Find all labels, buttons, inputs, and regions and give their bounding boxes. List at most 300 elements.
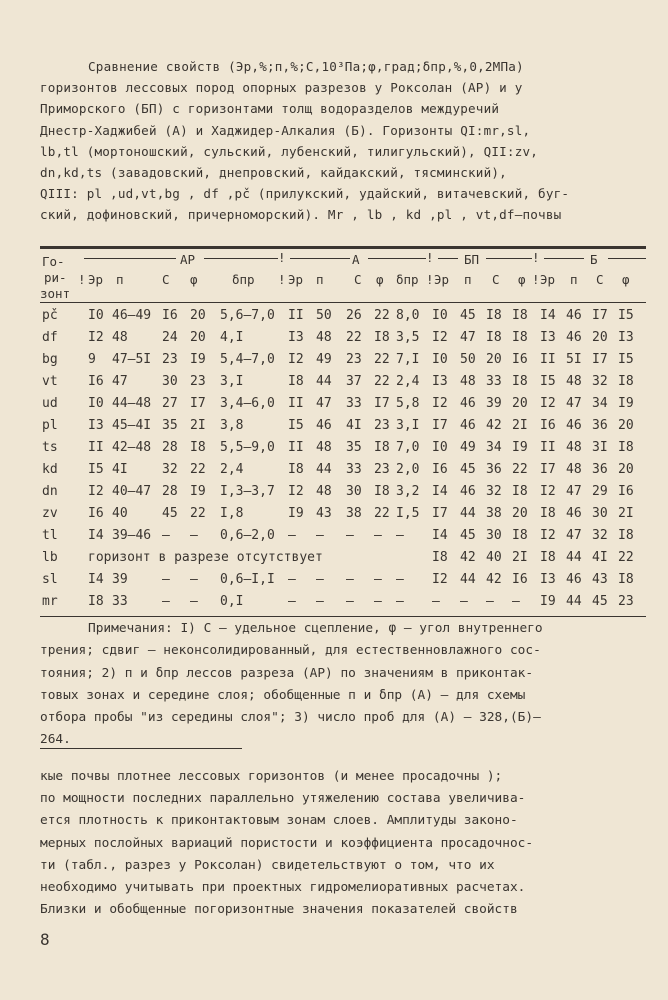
table-cell: 46: [316, 418, 332, 433]
table-cell: II: [288, 396, 304, 411]
table-cell: 36: [486, 462, 502, 477]
table-cell: I7: [592, 352, 608, 367]
table-cell: 43: [316, 506, 332, 521]
table-cell: –: [190, 572, 198, 587]
table-cell: 23: [162, 352, 178, 367]
table-cell: 23: [190, 374, 206, 389]
table-top-rule: [40, 246, 646, 249]
table-cell: 2,4: [220, 462, 244, 477]
table-cell: 44: [316, 374, 332, 389]
horizon-code: pč: [42, 308, 58, 323]
table-cell: 40: [486, 550, 502, 565]
table-cell: 32: [592, 374, 608, 389]
body-line: Близки и обобщенные погоризонтные значения показателей свойств: [40, 902, 518, 918]
table-cell: I,5: [396, 506, 420, 521]
table-cell: 38: [346, 506, 362, 521]
table-cell: –: [460, 594, 468, 609]
table-cell: 47: [566, 396, 582, 411]
table-cell: 3,8: [220, 418, 244, 433]
table-cell: –: [162, 594, 170, 609]
table-cell: I3: [288, 330, 304, 345]
table-cell: I7: [190, 396, 206, 411]
table-cell: –: [346, 594, 354, 609]
table-cell: 23: [618, 594, 634, 609]
table-cell: I6: [88, 374, 104, 389]
table-cell: 28: [162, 440, 178, 455]
table-cell: II: [288, 308, 304, 323]
table-cell: 46: [566, 506, 582, 521]
table-cell: 3,I: [220, 374, 244, 389]
table-cell: 44–48: [112, 396, 152, 411]
table-cell: I3: [618, 330, 634, 345]
table-cell: I5: [618, 352, 634, 367]
group-b: Б: [590, 252, 598, 267]
table-cell: 3I: [592, 440, 608, 455]
table-caption: [40, 56, 640, 226]
table-cell: 33: [486, 374, 502, 389]
table-cell: 20: [486, 352, 502, 367]
table-row: [40, 594, 646, 614]
table-cell: I3: [540, 330, 556, 345]
notes-line: 264.: [40, 732, 71, 748]
table-cell: I0: [432, 440, 448, 455]
table-cell: 22: [374, 352, 390, 367]
table-cell: 48: [566, 374, 582, 389]
table-cell: I8: [512, 308, 528, 323]
table-cell: –: [162, 572, 170, 587]
horizon-code: kd: [42, 462, 58, 477]
table-cell: 42: [460, 550, 476, 565]
table-cell: 22: [374, 506, 390, 521]
body-line: кые почвы плотнее лессовых горизонтов (и менее просадочны );: [40, 769, 503, 784]
table-cell: 46: [566, 572, 582, 587]
absent-note: горизонт в разрезе отсутствует: [88, 550, 323, 565]
table-cell: 48: [316, 484, 332, 499]
table-cell: I8: [432, 550, 448, 565]
horizon-code: vt: [42, 374, 58, 389]
table-row: [40, 484, 646, 504]
table-row: [40, 440, 646, 460]
table-cell: I9: [512, 440, 528, 455]
table-cell: 45–4I: [112, 418, 152, 433]
table-cell: I2: [432, 396, 448, 411]
table-cell: I2: [540, 484, 556, 499]
table-cell: I,8: [220, 506, 244, 521]
table-cell: 47: [566, 528, 582, 543]
col-header: φ: [376, 272, 384, 287]
caption-line: dn,kd,ts (завадовский, днепровский, кайдакский, тясминский),: [40, 165, 507, 181]
col-header: С: [162, 272, 170, 287]
table-cell: 20: [592, 330, 608, 345]
table-cell: 0,6–2,0: [220, 528, 275, 543]
col-header: С: [596, 272, 604, 287]
table-cell: I9: [288, 506, 304, 521]
table-cell: I6: [88, 506, 104, 521]
page-number: 8: [40, 930, 50, 949]
table-cell: I9: [540, 594, 556, 609]
table-cell: 46: [460, 418, 476, 433]
table-cell: –: [396, 594, 404, 609]
col-header: п: [464, 272, 472, 287]
table-cell: –: [190, 528, 198, 543]
table-cell: –: [486, 594, 494, 609]
table-cell: 37: [346, 374, 362, 389]
notes-line: товых зонах и середине слоя; обобщенные п и δпр (А) – для схемы: [40, 687, 526, 703]
col-header: Эр: [434, 272, 450, 287]
table-cell: 33: [112, 594, 128, 609]
table-cell: 2I: [190, 418, 206, 433]
table-cell: I9: [190, 484, 206, 499]
table-cell: 23: [374, 462, 390, 477]
table-cell: I2: [540, 528, 556, 543]
table-cell: –: [316, 572, 324, 587]
table-cell: I2: [432, 572, 448, 587]
table-cell: 32: [162, 462, 178, 477]
table-cell: 20: [190, 330, 206, 345]
horizon-code: sl: [42, 572, 58, 587]
table-cell: 40: [112, 506, 128, 521]
table-cell: 30: [162, 374, 178, 389]
table-cell: 28: [162, 484, 178, 499]
table-cell: –: [162, 528, 170, 543]
table-cell: I2: [432, 330, 448, 345]
table-cell: 20: [618, 462, 634, 477]
table-row: [40, 352, 646, 372]
table-cell: 47: [316, 396, 332, 411]
table-cell: I2: [288, 352, 304, 367]
table-row: [40, 572, 646, 592]
table-cell: I8: [540, 550, 556, 565]
table-cell: 44: [460, 572, 476, 587]
horizon-code: pl: [42, 418, 58, 433]
table-cell: 4,I: [220, 330, 244, 345]
horizon-code: df: [42, 330, 58, 345]
table-cell: 5,8: [396, 396, 420, 411]
horizon-code: ts: [42, 440, 58, 455]
table-cell: I8: [512, 528, 528, 543]
table-cell: I4: [432, 528, 448, 543]
table-cell: 47: [566, 484, 582, 499]
table-cell: –: [396, 572, 404, 587]
table-cell: 42: [486, 572, 502, 587]
group-ar: АР: [180, 252, 196, 267]
table-cell: 45: [460, 528, 476, 543]
col-header: Эр: [88, 272, 104, 287]
table-cell: 4I: [592, 550, 608, 565]
table-cell: 22: [374, 374, 390, 389]
col-header: С: [354, 272, 362, 287]
table-cell: 22: [190, 462, 206, 477]
table-cell: 49: [316, 352, 332, 367]
table-cell: I4: [540, 308, 556, 323]
table-cell: II: [540, 440, 556, 455]
notes-line: трения; сдвиг – неконсолидированный, для естественновлажного сос-: [40, 643, 541, 659]
table-cell: 47–5I: [112, 352, 152, 367]
table-cell: I5: [540, 374, 556, 389]
caption-line: горизонтов лессовых пород опорных разрезов у Роксолан (АР) и у: [40, 80, 523, 96]
caption-line: Приморского (БП) с горизонтами толщ водоразделов междуречий: [40, 101, 500, 117]
table-cell: I2: [288, 484, 304, 499]
table-cell: 46: [460, 484, 476, 499]
table-row: [40, 506, 646, 526]
table-cell: –: [374, 528, 382, 543]
table-cell: 22: [512, 462, 528, 477]
table-cell: –: [316, 528, 324, 543]
caption-line: QIII: pl ,ud,vt,bg , df ,pč (прилукский, удайский, витачевский, буг-: [40, 186, 570, 202]
table-cell: 2,4: [396, 374, 420, 389]
table-cell: 2I: [512, 418, 528, 433]
table-cell: I3: [432, 374, 448, 389]
table-cell: I5: [288, 418, 304, 433]
horizon-code: tl: [42, 528, 58, 543]
table-cell: –: [316, 594, 324, 609]
table-cell: 4I: [112, 462, 128, 477]
table-cell: 46–49: [112, 308, 152, 323]
table-cell: 44: [460, 506, 476, 521]
table-cell: –: [374, 572, 382, 587]
table-cell: 22: [190, 506, 206, 521]
table-cell: 46: [566, 308, 582, 323]
horizon-header-2: ри-: [44, 270, 67, 285]
group-bp: БП: [464, 252, 480, 267]
table-cell: 33: [346, 462, 362, 477]
table-cell: 20: [512, 506, 528, 521]
table-cell: 39: [486, 396, 502, 411]
table-cell: 24: [162, 330, 178, 345]
col-header: φ: [622, 272, 630, 287]
table-cell: 3,2: [396, 484, 420, 499]
table-bottom-rule: [40, 616, 646, 617]
table-cell: 5,6–7,0: [220, 308, 275, 323]
caption-line: Сравнение свойств (Эр,%;п,%;С,10³Па;φ,град;δпр,%,0,2МПа): [88, 59, 524, 74]
table-cell: 48: [316, 330, 332, 345]
table-cell: I6: [432, 462, 448, 477]
notes-line: тояния; 2) п и δпр лессов разреза (АР) по значениям в приконтак-: [40, 665, 534, 681]
horizon-header-1: Го-: [42, 254, 65, 269]
body-line: ется плотность к приконтактовым зонам слоев. Амплитуды законо-: [40, 813, 518, 829]
table-cell: I7: [592, 308, 608, 323]
table-cell: 9: [88, 352, 96, 367]
table-cell: 32: [592, 528, 608, 543]
table-cell: I7: [432, 506, 448, 521]
table-cell: 7,I: [396, 352, 420, 367]
table-cell: I8: [374, 484, 390, 499]
table-cell: –: [512, 594, 520, 609]
table-cell: I4: [432, 484, 448, 499]
table-cell: 48: [460, 374, 476, 389]
table-cell: –: [288, 594, 296, 609]
table-cell: I8: [618, 572, 634, 587]
table-cell: I3: [88, 418, 104, 433]
table-cell: I7: [540, 462, 556, 477]
table-cell: –: [374, 594, 382, 609]
table-cell: 4I: [346, 418, 362, 433]
col-header: С: [492, 272, 500, 287]
table-cell: 45: [162, 506, 178, 521]
col-header: φ: [190, 272, 198, 287]
table-cell: I8: [618, 440, 634, 455]
table-cell: I2: [540, 396, 556, 411]
table-cell: 33: [346, 396, 362, 411]
table-cell: 3,5: [396, 330, 420, 345]
table-cell: 49: [460, 440, 476, 455]
table-cell: 45: [460, 462, 476, 477]
table-row: [40, 374, 646, 394]
table-cell: 43: [592, 572, 608, 587]
table-cell: 48: [566, 440, 582, 455]
table-cell: 42–48: [112, 440, 152, 455]
table-cell: I9: [618, 396, 634, 411]
table-cell: 20: [512, 396, 528, 411]
body-line: по мощности последних параллельно утяжелению состава увеличива-: [40, 791, 526, 807]
table-cell: I8: [618, 528, 634, 543]
table-cell: 36: [592, 418, 608, 433]
table-cell: –: [346, 572, 354, 587]
table-cell: 46: [566, 418, 582, 433]
table-cell: 5,4–7,0: [220, 352, 275, 367]
table-cell: 34: [486, 440, 502, 455]
table-row: [40, 396, 646, 416]
table-row: [40, 462, 646, 482]
table-cell: I0: [432, 308, 448, 323]
table-cell: 39: [112, 572, 128, 587]
table-cell: –: [288, 528, 296, 543]
col-header: φ: [518, 272, 526, 287]
table-cell: 2I: [618, 506, 634, 521]
table-cell: 50: [316, 308, 332, 323]
horizon-code: ud: [42, 396, 58, 411]
table-cell: 22: [618, 550, 634, 565]
table-cell: I6: [540, 418, 556, 433]
table-cell: I8: [486, 308, 502, 323]
table-cell: 44: [566, 594, 582, 609]
table-cell: I0: [88, 308, 104, 323]
table-cell: 20: [618, 418, 634, 433]
table-cell: II: [540, 352, 556, 367]
table-cell: 26: [346, 308, 362, 323]
table-cell: 23: [374, 418, 390, 433]
table-cell: I8: [512, 330, 528, 345]
col-header: δпр: [396, 272, 419, 287]
page: Сравнение свойств (Эр,%;п,%;С,10³Па;φ,град;δпр,%,0,2МПа) горизонтов лессовых пород опорных разрезов у Роксолан (АР) и у Приморского (БП) с горизонтами толщ водоразделов междуречий Днестр-Хаджибей (А) и Хаджидер-Алкалия (Б). Горизонты QI:mr,sl, lb,tl (мортоношский, сульский, лубенский, тилигульский), QII:zv, dn,kd,ts (завадовский, днепровский, кайдакский, тясминский), QIII: pl ,ud,vt,bg , df ,pč (прилукский, удайский, витачевский, буг- ский, дофиновский, причерноморский). Mr , lb , kd ,pl , vt,df–почвы Го- ри- зонт АР ! А ! БП ! Б ! Эр п С φ δпр ! Эр п С φ δпр ! Эр п С φ ! Эр п С φ pč I0 46–49 I6 20 5,6–7,0 II 50 26 22 8,0 I0 45 I8 I8 I4 46 I7 I5 df I2 48 24 20 4,I I3 48 22 I8 3,5 I2 47 I8 I8 I3 46 20 I3 bg 9 47–5I 23 I9 5,4–7,0 I2 49 23 22 7,I I0 50 20 I6 II 5I I7 I5 vt I6 47 30 23 3,I I8 44 37 22 2,4 I3 48 33 I8 I5 48 32 I8 ud I0 44–48 27 I7 3,4–6,0 II 47 33 I7 5,8 I2 46 39 20 I2 47 34 I9 pl I3 45–4I 35 2I 3,8 I5 46 4I 23 3,I I7 46 42 2I I6 46 36 20 ts II 42–48 28 I8 5,5–9,0 II 48 35 I8 7,0 I0 49 34 I9 II 48 3I I8 kd I5 4I 32 22 2,4 I8 44 33 23 2,0 I6 45 36 22 I7 48 36 20 dn I2 40–47 28 I9 I,3–3,7 I2 48 30 I8 3,2 I4 46 32 I8 I2 47 29 I6 zv I6 40 45 22 I,8 I9 43 38 22 I,5 I7 44 38 20 I8 46 30 2I tl I4 39–46 – – 0,6–2,0 – – – – – I4 45 30 I8 I2 47 32 I8 sl I4 39 – – 0,6–I,I – – – – – I2 44 42 I6 I3 46 43 I8 mr I8 33 – – 0,I – – – – – – – – – I9 44 45 23 lb горизонт в разрезе отсутствует I8 42 40 2I I8 44 4I 22 Примечания: I) С – удельное сцепление, φ – угол внутреннего трения; сдвиг – неконсолидированный, для естественновлажного сос- тояния; 2) п и δпр лессов разреза (АР) по значениям в приконтак- товых зонах и середине слоя; обобщенные п и δпр (А) – для схемы отбора пробы "из середины слоя"; 3) число проб для (А) – 328,(Б)– 264. кые почвы плотнее лессовых горизонтов (и менее просадочны ); по мощности последних параллельно утяжелению состава увеличива- ется плотность к приконтактовым зонам слоев. Амплитуды законо- мерных послойных вариаций пористости и коэффициента просадочнос- ти (табл., разрез у Роксолан) свидетельствуют о том, что их необходимо учитывать при проектных гидромелиоративных расчетах. Близки и обобщенные погоризонтные значения показателей свойств 8: [0, 0, 668, 1000]
table-cell: I4: [88, 572, 104, 587]
table-row: [40, 418, 646, 438]
table-cell: 44: [566, 550, 582, 565]
caption-line: Днестр-Хаджибей (А) и Хаджидер-Алкалия (Б). Горизонты QI:mr,sl,: [40, 122, 531, 138]
table-cell: –: [396, 528, 404, 543]
horizon-code: lb: [42, 550, 58, 565]
notes-line: Примечания: I) С – удельное сцепление, φ – угол внутреннего: [88, 621, 543, 636]
horizon-header-3: зонт: [40, 286, 71, 301]
table-cell: 45: [460, 308, 476, 323]
table-cell: 42: [486, 418, 502, 433]
table-cell: 35: [346, 440, 362, 455]
table-cell: I6: [618, 484, 634, 499]
table-cell: 2,0: [396, 462, 420, 477]
table-cell: 5I: [566, 352, 582, 367]
table-cell: I2: [88, 330, 104, 345]
caption-line: lb,tl (мортоношский, сульский, лубенский, тилигульский), QII:zv,: [40, 143, 539, 159]
table-cell: 0,6–I,I: [220, 572, 275, 587]
col-header: Эр: [540, 272, 556, 287]
table-cell: 20: [190, 308, 206, 323]
table-cell: 47: [460, 330, 476, 345]
table-cell: I5: [88, 462, 104, 477]
table-cell: I8: [618, 374, 634, 389]
table-cell: –: [288, 572, 296, 587]
table-cell: I8: [512, 374, 528, 389]
table-cell: 48: [566, 462, 582, 477]
table-cell: 39–46: [112, 528, 152, 543]
table-row: [40, 330, 646, 350]
table-cell: I8: [374, 440, 390, 455]
body-line: мерных послойных вариаций пористости и коэффициента просадочнос-: [40, 835, 534, 851]
table-cell: 22: [374, 308, 390, 323]
body-line: необходимо учитывать при проектных гидромелиоративных расчетах.: [40, 880, 526, 896]
table-cell: 35: [162, 418, 178, 433]
table-cell: 7,0: [396, 440, 420, 455]
table-cell: –: [346, 528, 354, 543]
table-cell: I4: [88, 528, 104, 543]
table-cell: 44: [316, 462, 332, 477]
separator-rule: [40, 748, 242, 749]
table-cell: I8: [288, 462, 304, 477]
table-cell: I7: [432, 418, 448, 433]
table-cell: I8: [374, 330, 390, 345]
table-cell: 29: [592, 484, 608, 499]
group-a: А: [352, 252, 360, 267]
table-cell: I5: [618, 308, 634, 323]
table-cell: –: [432, 594, 440, 609]
table-cell: 46: [566, 330, 582, 345]
table-cell: 2I: [512, 550, 528, 565]
horizon-code: mr: [42, 594, 58, 609]
table-row: [40, 528, 646, 548]
col-header: п: [116, 272, 124, 287]
table-row: [40, 308, 646, 328]
table-cell: II: [88, 440, 104, 455]
notes-line: отбора пробы "из середины слоя"; 3) число проб для (А) – 328,(Б)–: [40, 710, 541, 726]
col-header: п: [316, 272, 324, 287]
table-cell: I7: [374, 396, 390, 411]
table-header-rule: [40, 302, 646, 303]
table-cell: I2: [88, 484, 104, 499]
table-cell: I8: [512, 484, 528, 499]
table-cell: 5,5–9,0: [220, 440, 275, 455]
table-cell: I8: [540, 506, 556, 521]
table-cell: 23: [346, 352, 362, 367]
table-cell: –: [190, 594, 198, 609]
table-cell: 40–47: [112, 484, 152, 499]
table-cell: 45: [592, 594, 608, 609]
table-cell: 38: [486, 506, 502, 521]
table-row-lb: [40, 550, 646, 570]
table-cell: 30: [486, 528, 502, 543]
horizon-code: zv: [42, 506, 58, 521]
table-cell: 47: [112, 374, 128, 389]
col-header: п: [570, 272, 578, 287]
table-cell: 48: [316, 440, 332, 455]
table-cell: I6: [512, 572, 528, 587]
table-cell: I6: [162, 308, 178, 323]
table-cell: I9: [190, 352, 206, 367]
body-line: ти (табл., разрез у Роксолан) свидетельствуют о том, что их: [40, 857, 495, 873]
table-cell: I8: [88, 594, 104, 609]
body-text: [40, 766, 646, 921]
caption-line: ский, дофиновский, причерноморский). Mr , lb , kd ,pl , vt,df–почвы: [40, 207, 562, 223]
table-cell: 0,I: [220, 594, 244, 609]
table-notes: [40, 618, 646, 752]
